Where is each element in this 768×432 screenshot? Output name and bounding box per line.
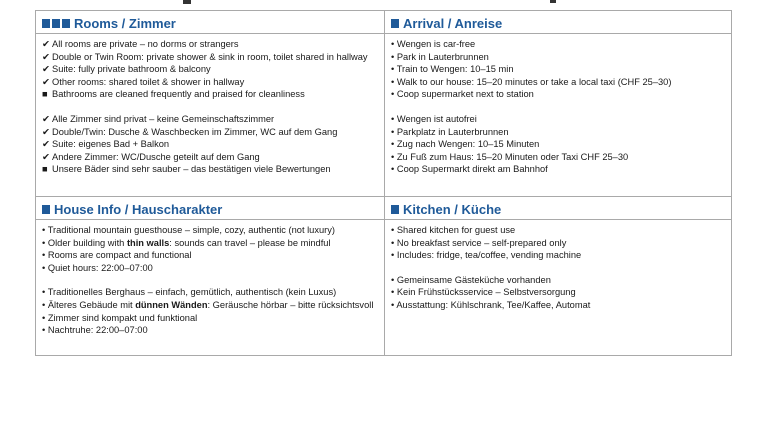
rooms-header bbox=[36, 14, 384, 34]
list-item: • Älteres Gebäude mit dünnen Wänden: Geräusche hörbar – bitte rücksichtsvoll bbox=[42, 299, 374, 310]
house-info-section bbox=[36, 197, 385, 355]
house-info-header bbox=[36, 200, 384, 220]
rooms-section bbox=[36, 11, 385, 197]
blue-square-icon bbox=[391, 205, 399, 214]
list-item: ✔ All rooms are private – no dorms or strangers bbox=[42, 39, 239, 49]
list-item: • Shared kitchen for guest use bbox=[391, 225, 516, 235]
cropped-mark bbox=[550, 0, 556, 3]
list-item: • Ausstattung: Kühlschrank, Tee/Kaffee, Automat bbox=[391, 299, 591, 310]
checkmark-icon: ✔ bbox=[42, 64, 50, 75]
blue-square-icon bbox=[42, 19, 50, 28]
checkmark-icon: ✔ bbox=[42, 126, 50, 137]
cropped-top-edge bbox=[0, 0, 768, 8]
rooms-list-en bbox=[42, 38, 378, 101]
list-item: • Wengen ist autofrei bbox=[391, 113, 477, 124]
house-info-title: House Info / Hauscharakter bbox=[54, 202, 223, 217]
checkmark-icon: ✔ bbox=[42, 39, 50, 49]
list-item: • Includes: fridge, tea/coffee, vending machine bbox=[391, 250, 582, 261]
rooms-title: Rooms / Zimmer bbox=[74, 16, 176, 31]
list-item: • Park in Lauterbrunnen bbox=[391, 51, 489, 62]
list-item: ✔ Double or Twin Room: private shower & sink in room, toilet shared in hallway bbox=[42, 51, 368, 62]
list-item: ✔ Suite: eigenes Bad + Balkon bbox=[42, 139, 170, 150]
list-item: • Traditionelles Berghaus – einfach, gemütlich, authentisch (kein Luxus) bbox=[42, 287, 337, 298]
list-item: • Older building with thin walls: sounds can travel – please be mindful bbox=[42, 237, 331, 248]
list-item: • Coop supermarket next to station bbox=[391, 89, 534, 100]
blue-square-icon bbox=[62, 19, 70, 28]
list-item: • Coop Supermarkt direkt am Bahnhof bbox=[391, 164, 548, 175]
house-list-en bbox=[42, 224, 378, 274]
arrival-section bbox=[385, 11, 732, 197]
checkmark-icon: ✔ bbox=[42, 151, 50, 162]
arrival-list-de bbox=[391, 113, 726, 176]
blue-square-icon bbox=[42, 205, 50, 214]
list-item: • Kein Frühstücksservice – Selbstversorgung bbox=[391, 287, 576, 298]
list-item: • Train to Wengen: 10–15 min bbox=[391, 64, 514, 75]
list-item: • Wengen is car-free bbox=[391, 39, 476, 49]
kitchen-section bbox=[385, 197, 732, 355]
rooms-list-de bbox=[42, 113, 378, 176]
list-item: ✔ Alle Zimmer sind privat – keine Gemeinschaftszimmer bbox=[42, 113, 275, 124]
house-list-de bbox=[42, 286, 378, 336]
list-item: • Parkplatz in Lauterbrunnen bbox=[391, 126, 509, 137]
list-item: • No breakfast service – self-prepared only bbox=[391, 237, 567, 248]
list-item: • Gemeinsame Gästeküche vorhanden bbox=[391, 274, 551, 285]
info-table bbox=[35, 10, 732, 356]
black-square-icon: ■ bbox=[42, 164, 48, 175]
arrival-list-en bbox=[391, 38, 726, 101]
checkmark-icon: ✔ bbox=[42, 113, 50, 124]
list-item: • Quiet hours: 22:00–07:00 bbox=[42, 262, 153, 273]
checkmark-icon: ✔ bbox=[42, 51, 50, 62]
list-item: • Zimmer sind kompakt und funktional bbox=[42, 312, 198, 323]
list-item: ✔ Double/Twin: Dusche & Waschbecken im Zimmer, WC auf dem Gang bbox=[42, 126, 338, 137]
blue-square-icon bbox=[391, 19, 399, 28]
kitchen-list-de bbox=[391, 274, 726, 312]
list-item: ✔ Other rooms: shared toilet & shower in hallway bbox=[42, 76, 245, 87]
kitchen-header bbox=[385, 200, 732, 220]
arrival-header bbox=[385, 14, 732, 34]
list-item: • Zug nach Wengen: 10–15 Minuten bbox=[391, 139, 540, 150]
list-item: • Traditional mountain guesthouse – simple, cozy, authentic (not luxury) bbox=[42, 225, 336, 235]
list-item: • Walk to our house: 15–20 minutes or take a local taxi (CHF 25–30) bbox=[391, 76, 672, 87]
cropped-mark bbox=[183, 0, 191, 4]
checkmark-icon: ✔ bbox=[42, 76, 50, 87]
black-square-icon: ■ bbox=[42, 89, 48, 100]
list-item: • Zu Fuß zum Haus: 15–20 Minuten oder Taxi CHF 25–30 bbox=[391, 151, 629, 162]
kitchen-title: Kitchen / Küche bbox=[403, 202, 502, 217]
arrival-title: Arrival / Anreise bbox=[403, 16, 503, 31]
list-item: • Nachtruhe: 22:00–07:00 bbox=[42, 325, 148, 336]
blue-square-icon bbox=[52, 19, 60, 28]
list-item: ✔ Andere Zimmer: WC/Dusche geteilt auf dem Gang bbox=[42, 151, 260, 162]
checkmark-icon: ✔ bbox=[42, 139, 50, 150]
list-item: ■ Bathrooms are cleaned frequently and praised for cleanliness bbox=[42, 89, 305, 100]
kitchen-list-en bbox=[391, 224, 726, 262]
list-item: ■ Unsere Bäder sind sehr sauber – das bestätigen viele Bewertungen bbox=[42, 164, 331, 175]
list-item: • Rooms are compact and functional bbox=[42, 250, 192, 261]
list-item: ✔ Suite: fully private bathroom & balcony bbox=[42, 64, 211, 75]
